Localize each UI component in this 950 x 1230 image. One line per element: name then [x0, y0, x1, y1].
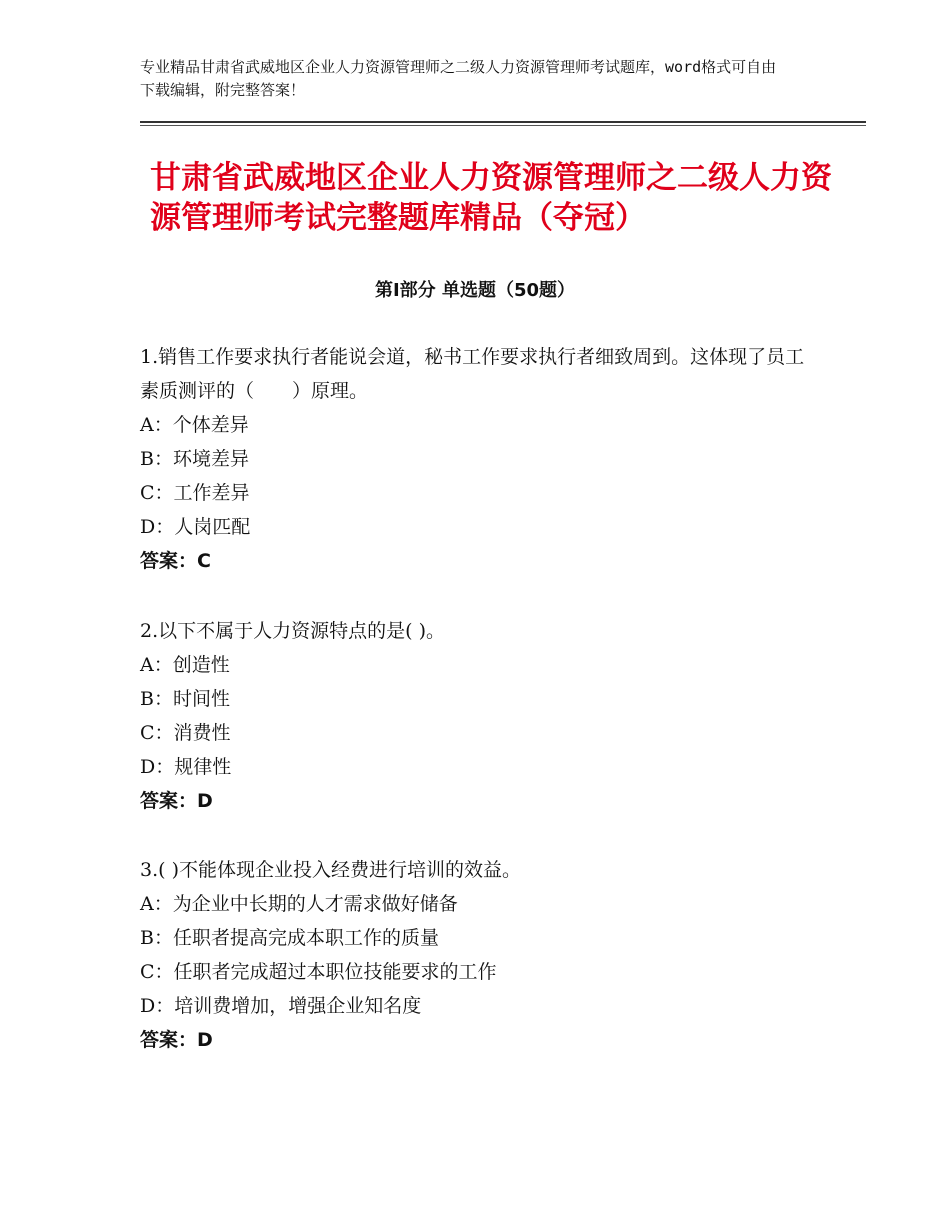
header-note: 专业精品甘肃省武威地区企业人力资源管理师之二级人力资源管理师考试题库，word格式可自由下载编辑，附完整答案！ [140, 58, 777, 99]
option-b: B：时间性 [140, 688, 230, 710]
option-d: D：规律性 [140, 756, 232, 778]
option-c: C：工作差异 [140, 482, 250, 504]
question-2 [140, 614, 820, 818]
question-3 [140, 853, 820, 1057]
header-rule-thick [140, 121, 866, 123]
option-c: C：任职者完成超过本职位技能要求的工作 [140, 961, 497, 983]
section-title: 第Ⅰ部分 单选题（50题） [374, 280, 575, 301]
question-stem: 1.销售工作要求执行者能说会道，秘书工作要求执行者细致周到。这体现了员工素质测评的（ ）原理。 [140, 346, 805, 402]
question-1 [140, 340, 820, 578]
question-stem: 2.以下不属于人力资源特点的是( )。 [140, 620, 445, 642]
option-b: B：任职者提高完成本职工作的质量 [140, 927, 439, 949]
document-title: 甘肃省武威地区企业人力资源管理师之二级人力资源管理师考试完整题库精品（夺冠） [150, 160, 832, 236]
question-stem: 3.( )不能体现企业投入经费进行培训的效益。 [140, 859, 521, 881]
answer: 答案：C [140, 550, 211, 572]
option-d: D：人岗匹配 [140, 516, 251, 538]
option-a: A：创造性 [140, 654, 230, 676]
answer: 答案：D [140, 790, 213, 812]
option-a: A：个体差异 [140, 414, 249, 436]
header-rule-thin [140, 125, 866, 126]
answer: 答案：D [140, 1029, 213, 1051]
option-c: C：消费性 [140, 722, 231, 744]
option-b: B：环境差异 [140, 448, 249, 470]
option-a: A：为企业中长期的人才需求做好储备 [140, 893, 458, 915]
option-d: D：培训费增加，增强企业知名度 [140, 995, 422, 1017]
